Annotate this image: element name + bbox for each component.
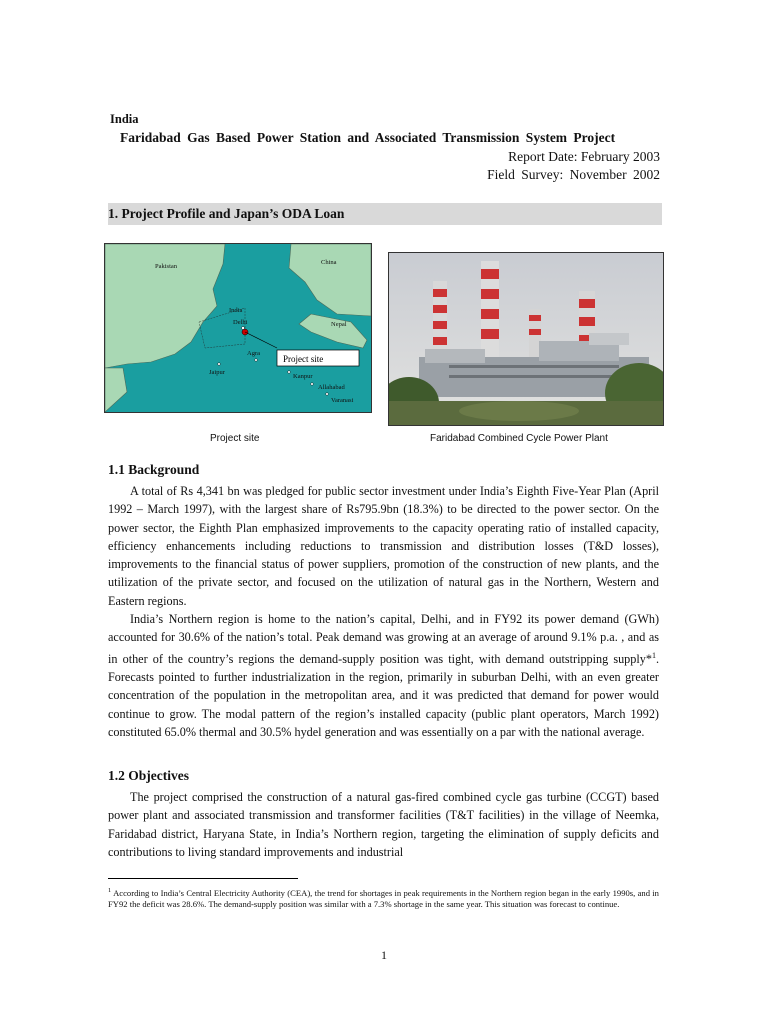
background-paragraph-2 [108,610,659,741]
map-label-pakistan: Pakistan [155,263,178,270]
map-marker-kanpur [288,371,291,374]
background-paragraph-1: A total of Rs 4,341 bn was pledged for public sector investment under India’s Eighth Five-Year Plan (April 1992 – March 1997), with the largest share of Rs795.9bn (18.3%) to be directed to the power sector. On the power sector, the Eighth Plan emphasized improvements to the capacity operating ratio of installed capacity, efficiency enhancements including reductions to transmission and distribution losses (T&D losses), improvements to the financial status of power suppliers, promotion of the construction of new plants, and the utilization of the private sector, and focused on the utilization of natural gas in the Northern, Western and Eastern regions. [108,484,659,608]
footnote-separator [108,878,298,879]
map-label-kanpur: Kanpur [293,373,313,380]
section-header-bar [108,203,662,225]
page-number: 1 [381,948,387,962]
power-plant-photo [388,252,664,426]
map-label-agra: Agra [247,350,260,357]
objectives-paragraph-1: The project comprised the construction of a natural gas-fired combined cycle gas turbine (CCGT) based power plant and associated transmission and transformer facilities (T&T facilities) in the village of Neemka, Faridabad district, Haryana State, in India’s Northern region, targeting the elimination of supply deficits and contributions to living standard improvements and industrial [108,790,659,859]
map-label-china: China [321,259,337,266]
objectives-heading: 1.2 Objectives [108,768,189,783]
project-site-map [104,243,372,413]
map-caption: Project site [210,433,260,444]
map-marker-delhi [242,327,245,330]
map-label-allahabad: Allahabad [318,384,345,391]
footnote [108,885,659,910]
section-title: 1. Project Profile and Japan’s ODA Loan [108,206,345,221]
report-date: Report Date: February 2003 [508,149,660,164]
footnote-reference[interactable]: 1 [651,650,656,660]
footnote-number: 1 [108,887,112,894]
map-marker-agra [255,359,258,362]
photo-caption: Faridabad Combined Cycle Power Plant [430,433,608,444]
report-title: Faridabad Gas Based Power Station and Associated Transmission System Project [120,130,616,145]
background-paragraph-2-part-1: India’s Northern region is home to the nation’s capital, Delhi, and in FY92 its power demand (GWh) accounted for 30.6% of the nation’s total. Peak demand was growing at an average of around 9.1% p.a. , and as in other of the country’s regions the demand-supply position was tight, with demand outstripping supply* [108,612,659,666]
map-label-nepal: Nepal [331,321,347,328]
map-label-project-site: Project site [283,354,324,364]
map-marker-jaipur [218,363,221,366]
objectives-text [108,788,659,861]
map-marker-varanasi [326,393,329,396]
field-survey-date: Field Survey: November 2002 [487,167,660,182]
country-heading: India [110,112,139,126]
map-label-india: India [229,307,243,314]
footnote-text: According to India’s Central Electricity Authority (CEA), the trend for shortages in peak requirements in the Northern region began in the early 1990s, and in FY92 the deficit was 28.6%. The demand-supply position was similar with a 7.3% shortage in the same year. This situation was forecast to continue. [108,887,659,909]
map-label-jaipur: Jaipur [209,369,225,376]
map-label-delhi: Delhi [233,319,248,326]
map-marker-allahabad [311,383,314,386]
background-heading: 1.1 Background [108,462,200,477]
background-text [108,482,659,741]
background-paragraph-2-part-2: . Forecasts pointed to further industrialization in the region, primarily in suburban Delhi, with an even greater concentration of the population in the metropolitan area, and it was predicted that demand for power would continue to grow. The modal pattern of the region’s installed capacity (public plant operators, March 1992) constituted 65.0% thermal and 30.5% hydel generation and was essentially on a par with the national average. [108,651,659,739]
map-label-varanasi: Varanasi [331,397,354,404]
